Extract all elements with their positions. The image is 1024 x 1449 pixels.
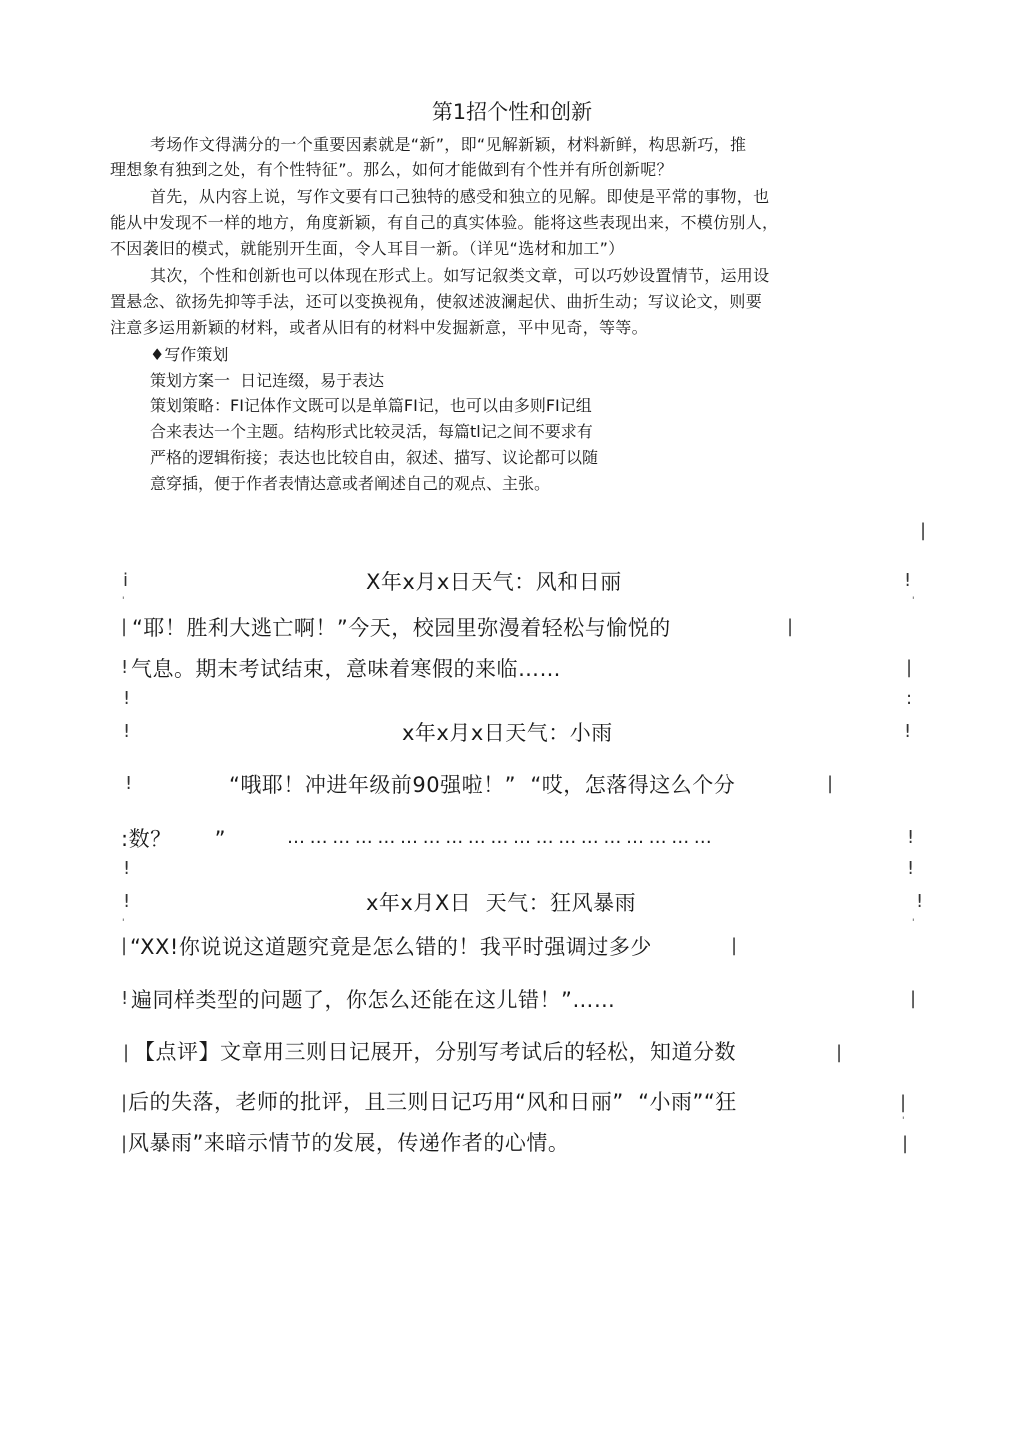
comment-line-3: 风暴雨”来暗示情节的发展，传递作者的心情。 [128,1131,570,1155]
paragraph-1-line-1: 考场作文得满分的一个重要因素就是“新”，即“见解新颖，材料新鲜，构思新巧，推 [150,135,747,154]
comment-line-1: 【点评】文章用三则日记展开，分别写考试后的轻松，知道分数 [134,1040,736,1064]
margin-mark: ! [121,657,129,678]
margin-mark: ! [907,858,915,879]
paragraph-2-line-3: 不因袭旧的模式，就能别开生面，令人耳目一新。（详见“选材和加工”） [110,239,625,258]
margin-mark: ! [904,570,912,591]
paragraph-1-line-2: 理想象有独到之处，有个性特征”。那么，如何才能做到有个性并有所创新呢？ [110,160,673,179]
margin-mark: ! [123,891,131,912]
diary-ellipsis: ………………………………………………… [287,827,717,848]
margin-mark: | [910,988,917,1009]
margin-mark: : [906,688,913,709]
diary-entry-3-header: x年x月X日 天气：狂风暴雨 [366,891,637,915]
margin-mark: ' [902,1116,905,1126]
margin-mark: ! [123,858,131,879]
margin-mark: | [836,1042,843,1063]
section-heading: ♦写作策划 [150,345,229,364]
margin-mark: | [906,657,913,678]
margin-mark: | [920,520,927,541]
diary-entry-3-line-2: 遍同样类型的问题了，你怎么还能在这儿错！”…… [131,988,616,1012]
margin-mark: i [123,570,129,591]
margin-mark: | [900,1092,907,1113]
page-title: 第1招个性和创新 [431,100,593,124]
margin-mark: ' [122,596,125,606]
margin-mark: ! [916,891,924,912]
margin-mark: | [121,616,128,637]
margin-mark: ' [122,918,125,928]
paragraph-3-line-1: 其次，个性和创新也可以体现在形式上。如写记叙类文章，可以巧妙设置情节，运用设 [150,266,770,285]
comment-line-2: 后的失落，老师的批评，且三则日记巧用“风和日丽” “小雨”“狂 [128,1090,737,1114]
paragraph-2-line-1: 首先，从内容上说，写作文要有口己独特的感受和独立的见解。即使是平常的事物，也 [150,187,770,206]
margin-mark: ! [123,688,131,709]
margin-mark: | [123,1042,130,1063]
margin-mark: ' [912,596,915,606]
margin-mark: ! [121,988,129,1009]
diary-entry-1-line-1: “耶！胜利大逃亡啊！”今天，校园里弥漫着轻松与愉悦的 [132,616,671,640]
strategy-line-3: 严格的逻辑衔接；表达也比较自由，叙述、描写、议论都可以随 [150,448,599,467]
margin-mark: ' [912,918,915,928]
paragraph-3-line-2: 置悬念、欲扬先抑等手法，还可以变换视角，使叙述波澜起伏、曲折生动；写议论文，则要 [110,292,763,311]
margin-mark: | [121,1092,128,1113]
strategy-line-4: 意穿插，便于作者表情达意或者阐述自己的观点、主张。 [150,474,551,493]
paragraph-2-line-2: 能从中发现不一样的地方，角度新颖，有自己的真实体验。能将这些表现出来，不模仿别人， [110,213,779,232]
margin-mark: ! [125,773,133,794]
diary-entry-2-line-1: “哦耶！冲进年级前90强啦！” “哎，怎落得这么个分 [229,773,736,797]
margin-mark: | [787,616,794,637]
margin-mark: | [731,935,738,956]
diary-entry-1-header: X年x月x日天气：风和日丽 [366,570,622,594]
diary-entry-1-line-2: 气息。期末考试结束，意味着寒假的来临…… [131,657,561,681]
plan-title: 策划方案一 日记连缀，易于表达 [150,371,385,390]
paragraph-3-line-3: 注意多运用新颖的材料，或者从旧有的材料中发掘新意，平中见奇，等等。 [110,318,648,337]
margin-mark: ! [907,827,915,848]
margin-mark: ! [123,721,131,742]
strategy-line-1: 策划策略：FI记体作文既可以是单篇FI记，也可以由多则FI记组 [150,396,592,415]
margin-mark: ! [904,721,912,742]
margin-mark: | [902,1133,909,1154]
diary-entry-2-line-2: :数？ ” [121,827,227,851]
margin-mark: | [121,1133,128,1154]
strategy-line-2: 合来表达一个主题。结构形式比较灵活，每篇tl记之间不要求有 [150,422,593,441]
diary-entry-3-line-1: “XX!你说说这道题究竟是怎么错的！我平时强调过多少 [130,935,652,959]
margin-mark: | [827,773,834,794]
diary-entry-2-header: x年x月x日天气：小雨 [402,721,613,745]
margin-mark: | [121,935,128,956]
